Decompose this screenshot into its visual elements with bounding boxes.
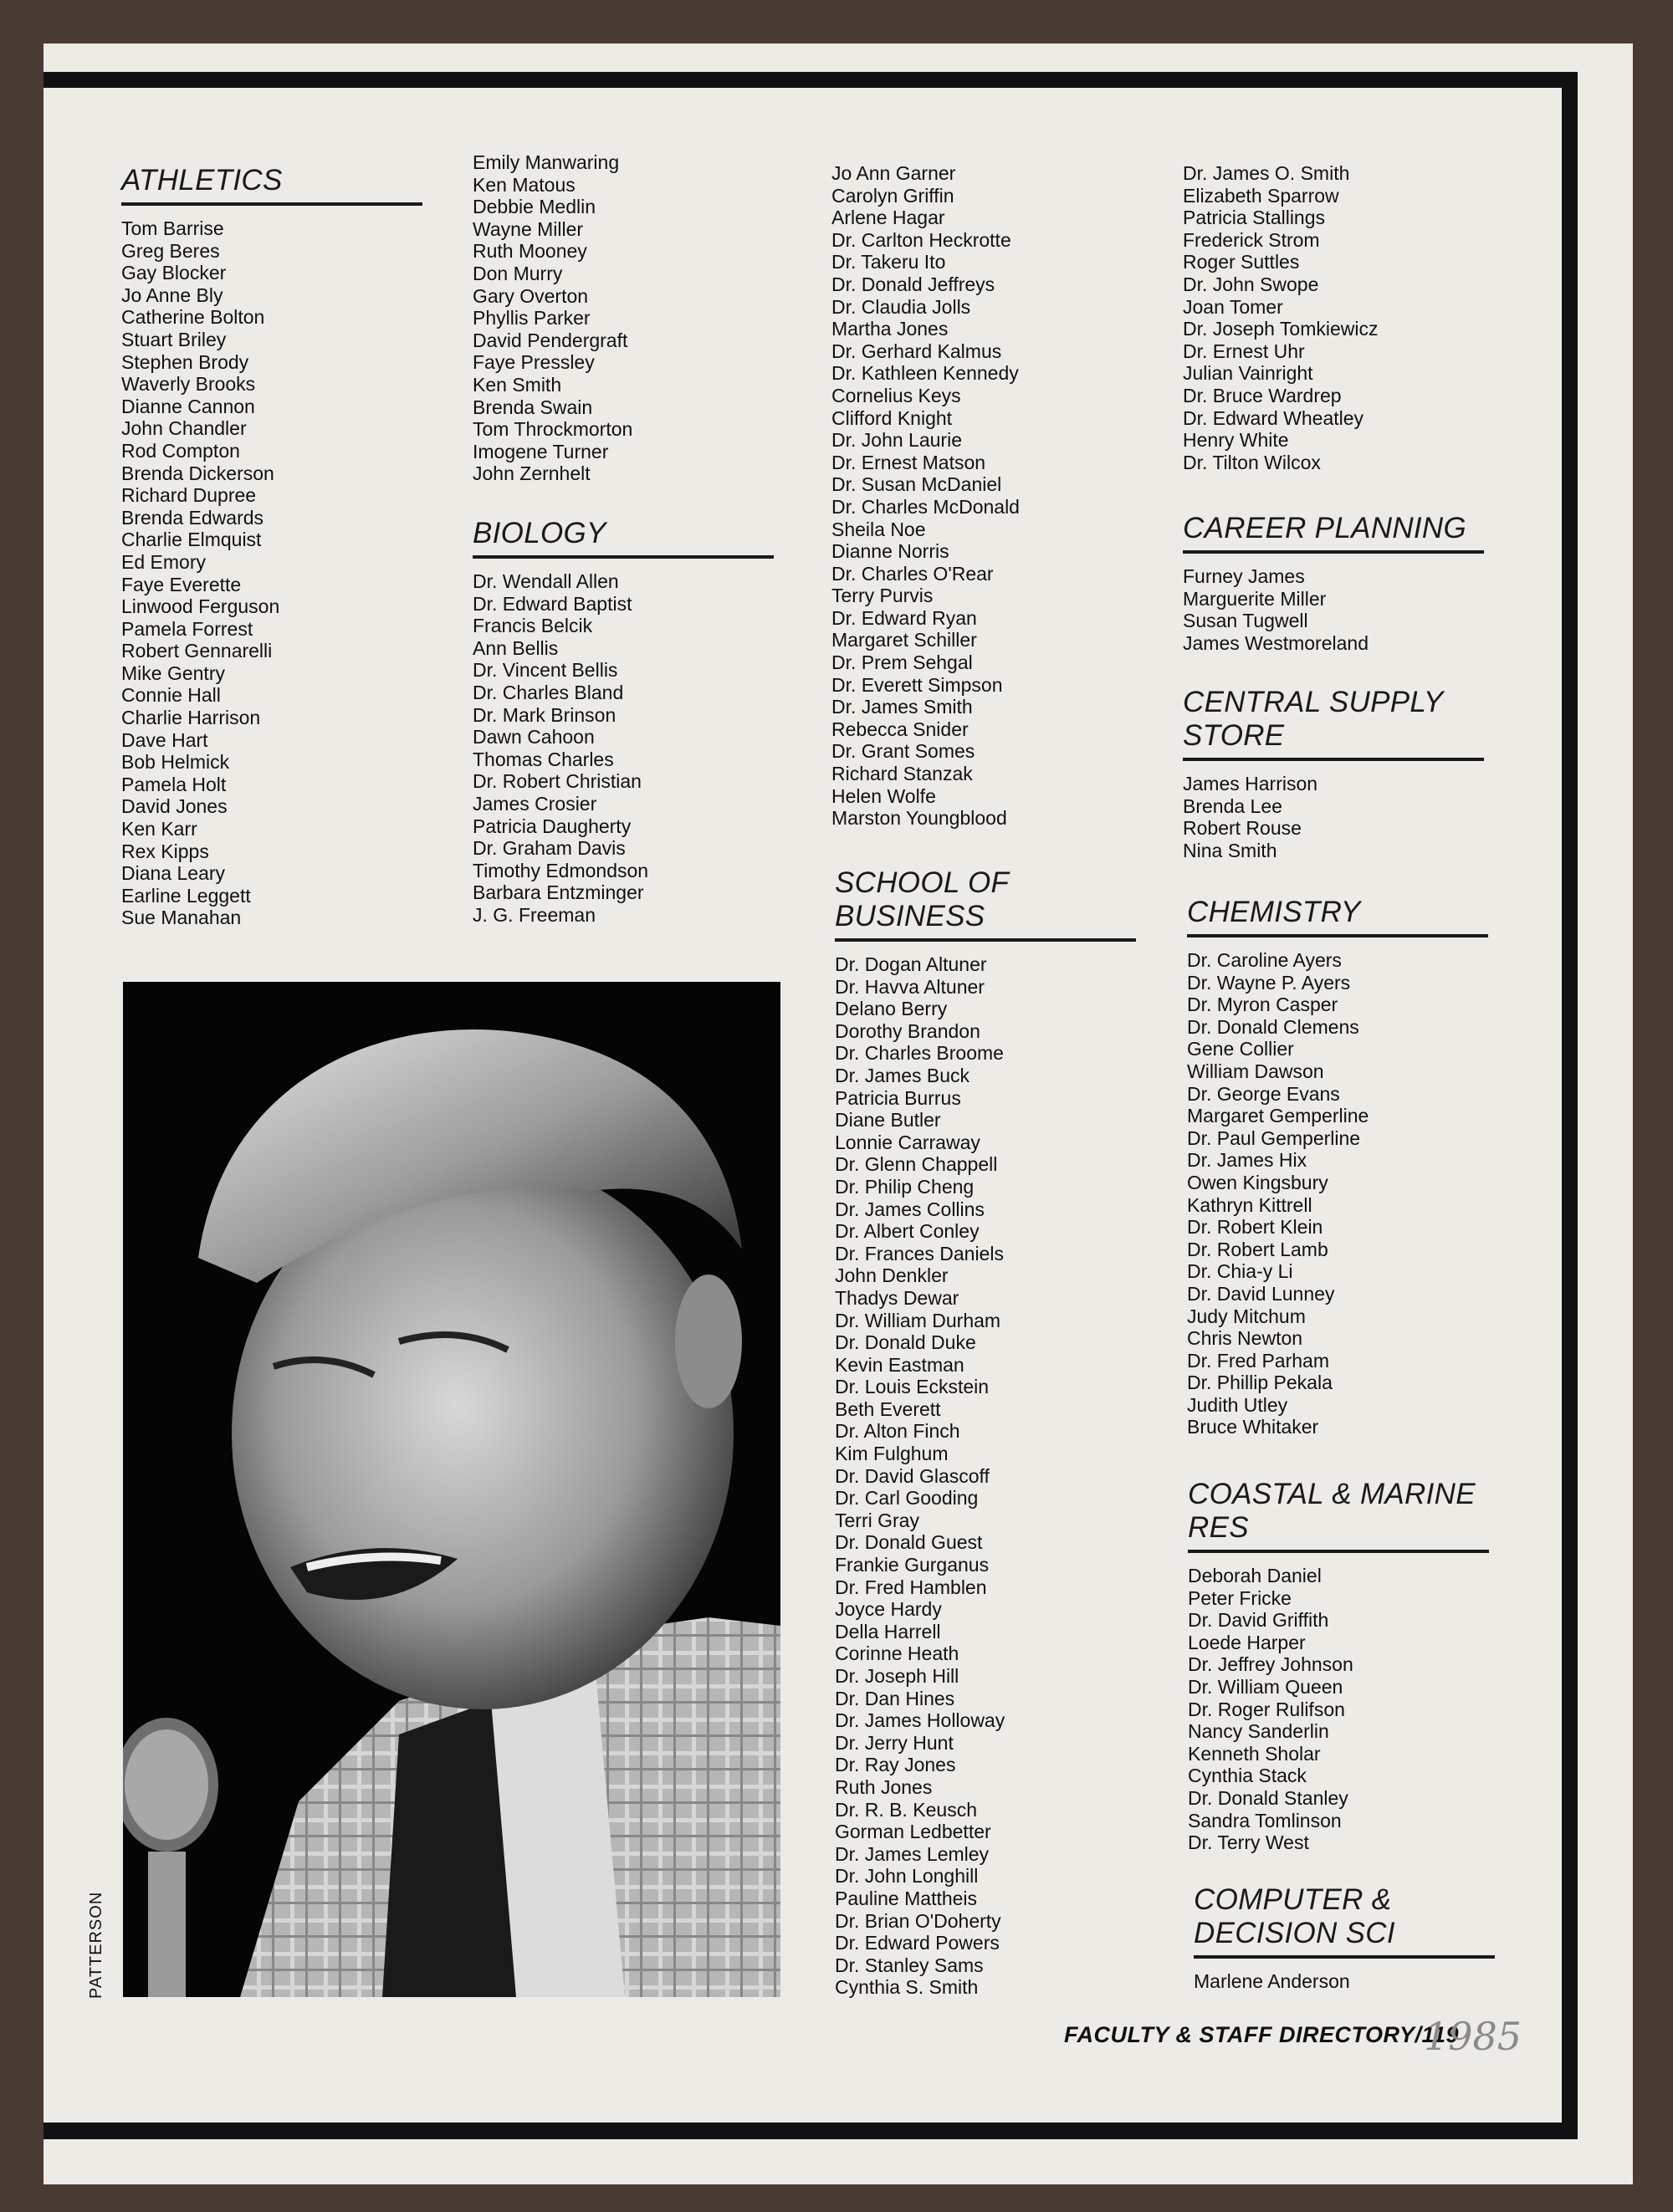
directory-name: Dr. Edward Wheatley <box>1183 406 1364 429</box>
directory-name: Gary Overton <box>473 284 589 307</box>
directory-name: Dr. Fred Hamblen <box>835 1576 987 1598</box>
section-heading: BIOLOGY <box>473 517 606 549</box>
directory-name: Bruce Whitaker <box>1187 1416 1319 1438</box>
directory-name: Dr. James Hix <box>1187 1149 1307 1172</box>
directory-name: Dr. Charles O'Rear <box>831 562 994 585</box>
directory-name: Robert Gennarelli <box>121 640 273 662</box>
directory-name: Dr. Susan McDaniel <box>831 473 1002 496</box>
directory-name: Waverly Brooks <box>121 373 256 396</box>
directory-name: Dr. Roger Rulifson <box>1188 1698 1345 1720</box>
directory-name: Dr. David Lunney <box>1187 1282 1335 1305</box>
directory-name: Dr. Claudia Jolls <box>831 295 971 318</box>
heading-rule <box>1183 550 1484 554</box>
directory-name: Patricia Daugherty <box>473 815 632 837</box>
frame-right-border <box>1562 72 1578 2139</box>
name-list <box>121 217 422 929</box>
directory-name: Dr. Fred Parham <box>1187 1349 1329 1372</box>
directory-name: Carolyn Griffin <box>831 184 954 207</box>
directory-name: Chris Newton <box>1187 1327 1303 1350</box>
directory-name: Dr. Jerry Hunt <box>835 1731 954 1754</box>
directory-name: Gorman Ledbetter <box>835 1821 991 1843</box>
directory-name: Dr. Donald Stanley <box>1188 1786 1348 1809</box>
directory-name: Jo Anne Bly <box>121 284 223 306</box>
directory-name: Thomas Charles <box>473 748 614 770</box>
directory-name: Susan Tugwell <box>1183 610 1308 632</box>
directory-name: Dr. Caroline Ayers <box>1187 949 1342 971</box>
directory-name: Dr. Takeru Ito <box>831 251 946 273</box>
directory-name: Judy Mitchum <box>1187 1305 1306 1327</box>
directory-name: Charlie Elmquist <box>121 529 262 551</box>
directory-name: Kim Fulghum <box>835 1443 949 1465</box>
directory-name: Lonnie Carraway <box>835 1131 980 1153</box>
directory-name: Peter Fricke <box>1188 1586 1292 1609</box>
directory-name: Tom Barrise <box>121 217 224 239</box>
directory-name: Earline Leggett <box>121 884 251 907</box>
directory-name: Diane Butler <box>835 1109 941 1132</box>
directory-name: Judith Utley <box>1187 1393 1288 1416</box>
directory-name: Marguerite Miller <box>1183 587 1327 610</box>
directory-name: Nancy Sanderlin <box>1188 1720 1329 1743</box>
directory-name: Rebecca Snider <box>831 718 969 740</box>
directory-name: Dawn Cahoon <box>473 726 595 748</box>
section-heading: COMPUTER & DECISION SCI <box>1194 1883 1395 1949</box>
directory-name: Richard Dupree <box>121 484 257 507</box>
directory-name: Dr. James Holloway <box>835 1709 1005 1732</box>
directory-name: Dr. David Griffith <box>1188 1609 1329 1632</box>
directory-name: Wayne Miller <box>473 217 584 240</box>
directory-name: Dr. Donald Clemens <box>1187 1015 1359 1038</box>
portrait-photo <box>123 982 780 1997</box>
directory-name: Catherine Bolton <box>121 306 265 329</box>
directory-name: Dr. Ernest Uhr <box>1183 340 1305 362</box>
directory-name: Dr. Donald Jeffreys <box>831 273 995 295</box>
directory-name: Dr. David Glascoff <box>835 1464 990 1487</box>
directory-name: Thadys Dewar <box>835 1286 959 1309</box>
section-athletics <box>121 164 422 929</box>
directory-name: Dr. Joseph Hill <box>835 1665 959 1687</box>
directory-name: Dr. Glenn Chappell <box>835 1153 998 1176</box>
directory-name: Dr. Dogan Altuner <box>835 953 987 975</box>
directory-name: Ken Karr <box>121 818 197 840</box>
directory-name: Henry White <box>1183 429 1289 452</box>
section-heading: SCHOOL OF BUSINESS <box>835 866 1009 932</box>
directory-name: Brenda Dickerson <box>121 462 274 484</box>
directory-name: Connie Hall <box>121 684 221 707</box>
directory-name: Dr. Robert Christian <box>473 770 642 793</box>
directory-name: Timothy Edmondson <box>473 859 649 881</box>
name-list <box>835 953 1136 1999</box>
directory-name: Dr. Gerhard Kalmus <box>831 340 1002 362</box>
section-biology-cont <box>831 162 1133 830</box>
directory-name: Dr. Wayne P. Ayers <box>1187 971 1351 994</box>
heading-rule <box>1183 758 1484 761</box>
directory-name: Dr. Carl Gooding <box>835 1487 979 1510</box>
directory-name: Dr. Prem Sehgal <box>831 651 973 674</box>
directory-name: Dave Hart <box>121 728 208 751</box>
directory-name: Dr. Wendall Allen <box>473 570 619 592</box>
directory-name: Dr. Edward Ryan <box>831 606 977 629</box>
directory-name: Dr. James Collins <box>835 1198 985 1220</box>
directory-name: Cornelius Keys <box>831 384 961 406</box>
directory-name: Emily Manwaring <box>473 151 620 173</box>
heading-rule <box>835 938 1136 942</box>
directory-name: Sheila Noe <box>831 518 926 540</box>
section-heading: CHEMISTRY <box>1187 896 1361 928</box>
directory-name: Clifford Knight <box>831 406 953 429</box>
directory-name: Deborah Daniel <box>1188 1565 1322 1586</box>
directory-name: Sandra Tomlinson <box>1188 1809 1342 1831</box>
directory-name: Cynthia Stack <box>1188 1765 1307 1787</box>
directory-name: Dr. Brian O'Doherty <box>835 1909 1001 1932</box>
directory-name: Dr. Edward Powers <box>835 1932 1000 1954</box>
directory-name: Brenda Swain <box>473 396 593 418</box>
frame-top-border <box>43 72 1578 88</box>
section-heading: COASTAL & MARINE RES <box>1188 1478 1476 1544</box>
directory-name: Terri Gray <box>835 1509 919 1531</box>
directory-name: Dr. Everett Simpson <box>831 673 1003 696</box>
directory-name: John Denkler <box>835 1264 949 1287</box>
directory-name: Dr. Bruce Wardrep <box>1183 384 1342 406</box>
name-list <box>1183 162 1484 473</box>
directory-name: Kevin Eastman <box>835 1353 964 1376</box>
section-athletics-cont <box>473 151 774 485</box>
directory-name: Corinne Heath <box>835 1642 959 1665</box>
directory-name: Rex Kipps <box>121 840 209 862</box>
directory-name: Rod Compton <box>121 439 240 462</box>
directory-name: Richard Stanzak <box>831 763 973 785</box>
directory-name: Debbie Medlin <box>473 196 596 218</box>
directory-name: Faye Pressley <box>473 351 595 374</box>
directory-name: Dr. Paul Gemperline <box>1187 1126 1361 1149</box>
directory-name: Margaret Schiller <box>831 629 977 651</box>
directory-name: James Westmoreland <box>1183 631 1369 654</box>
directory-name: Charlie Harrison <box>121 707 261 729</box>
name-list <box>473 151 774 485</box>
directory-name: Kenneth Sholar <box>1188 1742 1321 1765</box>
directory-name: Dr. Carlton Heckrotte <box>831 228 1011 251</box>
directory-name: Robert Rouse <box>1183 817 1302 840</box>
section-biology <box>473 517 774 927</box>
directory-name: Mike Gentry <box>121 662 225 684</box>
directory-name: Brenda Lee <box>1183 794 1282 817</box>
directory-name: Dr. John Laurie <box>831 429 962 452</box>
directory-name: Dr. Robert Lamb <box>1187 1238 1328 1260</box>
directory-name: Ruth Jones <box>835 1775 933 1798</box>
directory-name: Martha Jones <box>831 318 949 340</box>
directory-name: Dr. William Durham <box>835 1309 1001 1331</box>
section-business-cont <box>1183 162 1484 473</box>
directory-name: Ann Bellis <box>473 636 559 659</box>
directory-name: Dr. Dan Hines <box>835 1687 955 1709</box>
directory-name: Brenda Edwards <box>121 506 264 529</box>
section-heading: CAREER PLANNING <box>1183 512 1467 544</box>
directory-name: Dr. Charles Broome <box>835 1042 1004 1065</box>
directory-name: Patricia Burrus <box>835 1086 961 1109</box>
directory-name: Dr. James O. Smith <box>1183 162 1350 184</box>
section-coastal-marine-res <box>1188 1478 1489 1854</box>
heading-rule <box>1194 1955 1495 1959</box>
directory-name: Dorothy Brandon <box>835 1019 980 1042</box>
directory-name: Francis Belcik <box>473 615 593 637</box>
directory-name: Julian Vainright <box>1183 362 1313 385</box>
directory-name: Owen Kingsbury <box>1187 1171 1328 1193</box>
directory-name: Dr. Havva Altuner <box>835 975 985 998</box>
directory-name: Roger Suttles <box>1183 251 1300 273</box>
section-central-supply-store <box>1183 686 1484 861</box>
directory-name: Dr. Graham Davis <box>473 837 626 860</box>
directory-name: Loede Harper <box>1188 1631 1306 1653</box>
directory-name: Helen Wolfe <box>831 784 936 807</box>
directory-name: Gene Collier <box>1187 1038 1294 1060</box>
directory-name: Jo Ann Garner <box>831 162 956 184</box>
heading-rule <box>121 202 422 206</box>
name-list <box>831 162 1133 830</box>
directory-name: Dr. Grant Somes <box>831 740 975 763</box>
directory-name: Dr. Donald Guest <box>835 1531 983 1554</box>
directory-name: Dr. Robert Klein <box>1187 1216 1323 1239</box>
name-list <box>1187 949 1488 1438</box>
heading-rule <box>1187 934 1488 937</box>
directory-name: Bob Helmick <box>121 751 230 774</box>
directory-name: Terry Purvis <box>831 585 934 607</box>
directory-name: Margaret Gemperline <box>1187 1105 1369 1127</box>
directory-name: Dr. Jeffrey Johnson <box>1188 1653 1353 1676</box>
section-career-planning <box>1183 512 1484 654</box>
section-chemistry <box>1187 896 1488 1438</box>
directory-name: Dr. Joseph Tomkiewicz <box>1183 318 1379 340</box>
directory-name: Dr. Myron Casper <box>1187 994 1338 1016</box>
directory-name: Dr. Terry West <box>1188 1831 1309 1854</box>
name-list <box>1183 773 1484 861</box>
directory-name: Dr. Chia-y Li <box>1187 1260 1293 1283</box>
directory-name: Della Harrell <box>835 1620 941 1642</box>
directory-name: Nina Smith <box>1183 839 1277 861</box>
directory-name: Don Murry <box>473 262 563 284</box>
directory-name: Frederick Strom <box>1183 228 1320 251</box>
directory-name: Dianne Cannon <box>121 395 255 417</box>
section-heading: CENTRAL SUPPLY STORE <box>1183 686 1443 752</box>
directory-name: Dr. William Queen <box>1188 1675 1343 1698</box>
directory-name: Gay Blocker <box>121 262 227 284</box>
directory-name: Linwood Ferguson <box>121 595 280 618</box>
directory-name: Dr. John Longhill <box>835 1865 979 1888</box>
portrait-photo-icon <box>123 982 780 1997</box>
directory-name: Dr. Charles McDonald <box>831 495 1020 518</box>
directory-name: Dr. Frances Daniels <box>835 1242 1004 1264</box>
page-footer: FACULTY & STAFF DIRECTORY/119 <box>1064 2022 1460 2047</box>
directory-name: Dr. Edward Baptist <box>473 592 632 615</box>
directory-name: Ruth Mooney <box>473 240 587 263</box>
directory-name: John Zernhelt <box>473 462 591 485</box>
directory-name: Ed Emory <box>121 550 206 573</box>
directory-name: Dr. Tilton Wilcox <box>1183 451 1321 473</box>
directory-name: Delano Berry <box>835 998 948 1020</box>
directory-name: David Pendergraft <box>473 329 628 351</box>
directory-name: Ken Matous <box>473 173 576 196</box>
directory-name: Dr. Kathleen Kennedy <box>831 362 1019 385</box>
directory-name: Sue Manahan <box>121 907 242 929</box>
directory-name: Arlene Hagar <box>831 207 945 229</box>
directory-name: Joyce Hardy <box>835 1598 942 1621</box>
directory-name: Cynthia S. Smith <box>835 1976 979 1999</box>
directory-name: Dianne Norris <box>831 540 949 563</box>
directory-name: Dr. Donald Duke <box>835 1331 976 1354</box>
directory-name: Furney James <box>1183 565 1305 587</box>
directory-name: Elizabeth Sparrow <box>1183 184 1339 207</box>
directory-name: Pauline Mattheis <box>835 1887 978 1909</box>
name-list <box>1194 1970 1495 1993</box>
directory-name: Dr. George Evans <box>1187 1082 1340 1105</box>
directory-name: Dr. Mark Brinson <box>473 703 617 726</box>
directory-name: Joan Tomer <box>1183 295 1283 318</box>
directory-name: Greg Beres <box>121 239 220 262</box>
heading-rule <box>1188 1550 1489 1553</box>
directory-name: Tom Throckmorton <box>473 418 633 441</box>
directory-name: James Crosier <box>473 792 597 815</box>
frame-bottom-border <box>43 2123 1578 2139</box>
photo-credit: PATTERSON <box>87 1891 105 1999</box>
directory-name: Barbara Entzminger <box>473 881 644 904</box>
directory-name: John Chandler <box>121 417 247 440</box>
directory-name: Patricia Stallings <box>1183 207 1326 229</box>
directory-name: Imogene Turner <box>473 440 609 462</box>
directory-name: Dr. R. B. Keusch <box>835 1798 978 1821</box>
name-list <box>1183 565 1484 654</box>
directory-name: Ken Smith <box>473 373 562 396</box>
directory-name: David Jones <box>121 795 228 818</box>
directory-name: William Dawson <box>1187 1060 1324 1082</box>
directory-name: Dr. Philip Cheng <box>835 1175 975 1198</box>
directory-name: J. G. Freeman <box>473 903 596 926</box>
directory-name: Kathryn Kittrell <box>1187 1193 1312 1216</box>
directory-name: Dr. Vincent Bellis <box>473 659 618 682</box>
directory-name: Dr. Phillip Pekala <box>1187 1372 1333 1394</box>
directory-name: Dr. James Smith <box>831 696 973 718</box>
directory-name: Dr. Charles Bland <box>473 681 624 703</box>
directory-name: Dr. James Lemley <box>835 1842 990 1865</box>
handwritten-year: 1985 <box>1424 2014 1522 2059</box>
directory-name: Dr. Ray Jones <box>835 1754 956 1776</box>
section-heading: ATHLETICS <box>121 164 283 197</box>
directory-name: Dr. John Swope <box>1183 273 1319 295</box>
directory-name: Frankie Gurganus <box>835 1554 990 1576</box>
directory-name: Phyllis Parker <box>473 307 591 330</box>
directory-name: Diana Leary <box>121 862 226 885</box>
directory-name: Dr. James Buck <box>835 1064 970 1086</box>
directory-name: Pamela Holt <box>121 773 227 795</box>
section-computer-decision-sci <box>1194 1883 1495 1993</box>
heading-rule <box>473 555 774 559</box>
directory-name: Dr. Louis Eckstein <box>835 1376 990 1398</box>
name-list <box>1188 1565 1489 1854</box>
directory-name: Stuart Briley <box>121 328 227 350</box>
directory-name: Marston Youngblood <box>831 807 1007 830</box>
directory-name: Dr. Alton Finch <box>835 1420 960 1443</box>
directory-name: Dr. Albert Conley <box>835 1220 980 1243</box>
name-list <box>473 570 774 927</box>
directory-name: Beth Everett <box>835 1397 941 1420</box>
directory-name: Stephen Brody <box>121 350 249 373</box>
section-school-of-business <box>835 866 1136 1999</box>
directory-name: Pamela Forrest <box>121 617 253 640</box>
directory-name: Faye Everette <box>121 573 242 595</box>
directory-name: James Harrison <box>1183 773 1318 794</box>
directory-name: Dr. Ernest Matson <box>831 451 986 473</box>
directory-name: Marlene Anderson <box>1194 1970 1350 1992</box>
directory-name: Dr. Stanley Sams <box>835 1954 984 1976</box>
